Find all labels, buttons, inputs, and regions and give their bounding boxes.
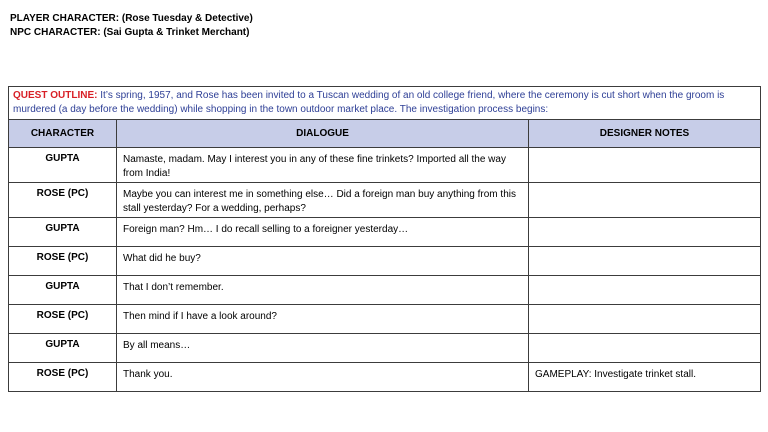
table-row bbox=[9, 276, 761, 305]
quest-outline-text: It’s spring, 1957, and Rose has been invited to a Tuscan wedding of an old college friend, where the ceremony is cut short when the groom is murdered (a day before the wedding) while shopping in the town outdoor market place. The investigation process begins: bbox=[13, 90, 725, 115]
designer-notes-cell bbox=[529, 305, 761, 334]
quest-outline bbox=[9, 87, 761, 120]
table-row bbox=[9, 148, 761, 183]
table-row bbox=[9, 247, 761, 276]
character-cell: GUPTA bbox=[9, 148, 117, 183]
dialogue-cell: Namaste, madam. May I interest you in any of these fine trinkets? Imported all the way from India! bbox=[117, 148, 529, 183]
player-character-label: PLAYER CHARACTER: (Rose Tuesday & Detective) bbox=[10, 13, 253, 24]
dialogue-cell: Maybe you can interest me in something else… Did a foreign man buy anything from this stall yesterday? For a wedding, perhaps? bbox=[117, 183, 529, 218]
table-row bbox=[9, 363, 761, 392]
character-cell: GUPTA bbox=[9, 276, 117, 305]
designer-notes-cell: GAMEPLAY: Investigate trinket stall. bbox=[529, 363, 761, 392]
column-header-character: CHARACTER bbox=[9, 120, 117, 148]
table-row bbox=[9, 218, 761, 247]
designer-notes-cell bbox=[529, 247, 761, 276]
character-cell: ROSE (PC) bbox=[9, 247, 117, 276]
dialogue-cell: Foreign man? Hm… I do recall selling to a foreigner yesterday… bbox=[117, 218, 529, 247]
quest-outline-label: QUEST OUTLINE: bbox=[13, 90, 98, 101]
npc-character-label: NPC CHARACTER: (Sai Gupta & Trinket Merchant) bbox=[10, 27, 250, 38]
designer-notes-cell bbox=[529, 148, 761, 183]
table-row bbox=[9, 305, 761, 334]
designer-notes-cell bbox=[529, 276, 761, 305]
table-row bbox=[9, 183, 761, 218]
character-cell: GUPTA bbox=[9, 334, 117, 363]
character-cell: ROSE (PC) bbox=[9, 363, 117, 392]
column-header-row bbox=[9, 120, 761, 148]
dialogue-cell: By all means… bbox=[117, 334, 529, 363]
designer-notes-cell bbox=[529, 334, 761, 363]
dialogue-cell: Then mind if I have a look around? bbox=[117, 305, 529, 334]
designer-notes-cell bbox=[529, 218, 761, 247]
dialogue-cell: What did he buy? bbox=[117, 247, 529, 276]
character-cell: ROSE (PC) bbox=[9, 305, 117, 334]
column-header-designer-notes: DESIGNER NOTES bbox=[529, 120, 761, 148]
quest-outline-row bbox=[9, 87, 761, 120]
designer-notes-cell bbox=[529, 183, 761, 218]
dialogue-table bbox=[8, 86, 761, 392]
column-header-dialogue: DIALOGUE bbox=[117, 120, 529, 148]
dialogue-cell: That I don’t remember. bbox=[117, 276, 529, 305]
character-cell: GUPTA bbox=[9, 218, 117, 247]
dialogue-cell: Thank you. bbox=[117, 363, 529, 392]
character-cell: ROSE (PC) bbox=[9, 183, 117, 218]
character-header bbox=[10, 12, 253, 40]
table-row bbox=[9, 334, 761, 363]
